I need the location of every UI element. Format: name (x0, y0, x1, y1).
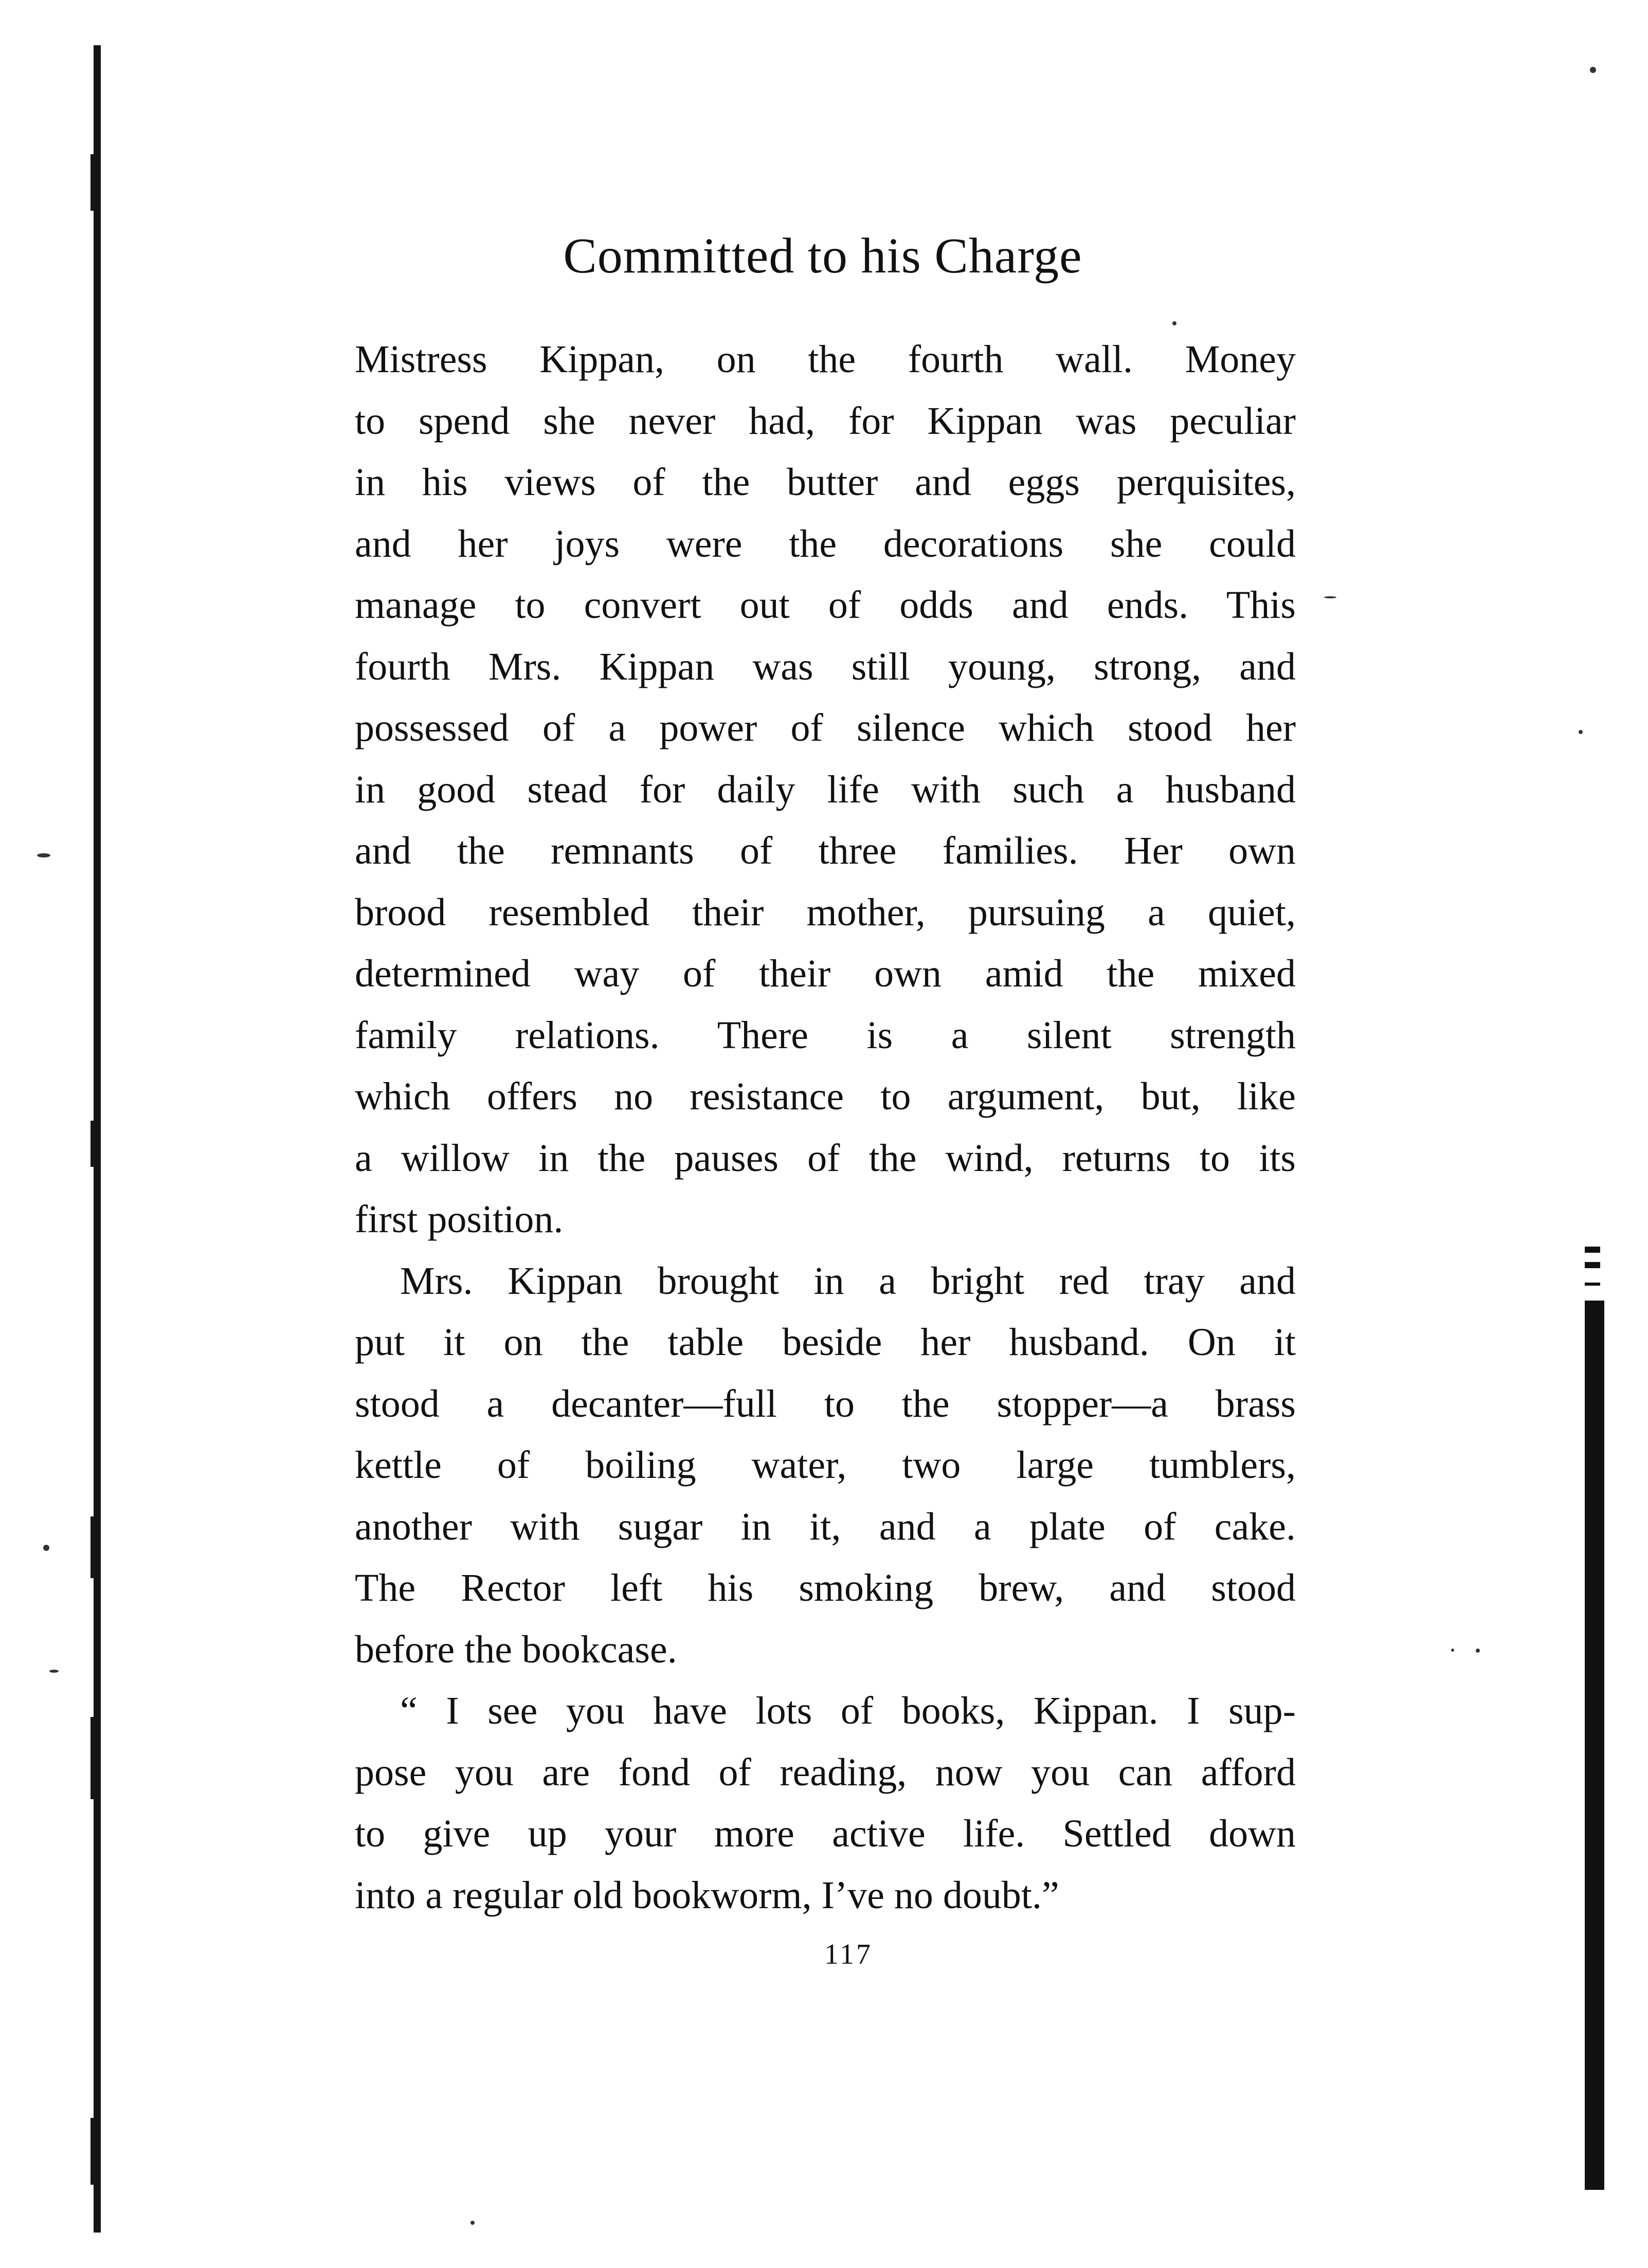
text-line: The Rector left his smoking brew, and stood (355, 1566, 1296, 1609)
text-line: family relations. There is a silent strength (355, 1013, 1296, 1057)
edge-mark (1585, 1247, 1600, 1253)
text-line: possessed of a power of silence which stood her (355, 706, 1296, 749)
text-line: and her joys were the decorations she could (355, 522, 1296, 565)
paragraph (355, 1680, 1296, 1926)
text-line: put it on the table beside her husband. On it (355, 1321, 1296, 1364)
speck (1324, 596, 1336, 598)
text-line: determined way of their own amid the mixed (355, 952, 1296, 995)
text-line: Mistress Kippan, on the fourth wall. Money (355, 338, 1296, 381)
text-line: brood resembled their mother, pursuing a quiet, (355, 890, 1296, 934)
text-line: stood a decanter—full to the stopper—a brass (355, 1382, 1296, 1425)
text-line: and the remnants of three families. Her own (355, 829, 1296, 872)
page-number: 117 (824, 1938, 873, 1970)
text-line: which offers no resistance to argument, but, like (355, 1075, 1296, 1118)
speck (37, 853, 50, 857)
speck (1451, 1649, 1454, 1652)
text-line: into a regular old bookworm, I’ve no doubt.” (355, 1873, 1059, 1917)
text-line: a willow in the pauses of the wind, returns to its (355, 1136, 1296, 1180)
speck (43, 1545, 49, 1551)
edge-mark (1585, 1283, 1600, 1286)
speck (1476, 1649, 1480, 1653)
text-line: pose you are fond of reading, now you can afford (355, 1750, 1296, 1794)
speck (1579, 730, 1583, 734)
text-line: first position. (355, 1198, 564, 1241)
edge-mark (1585, 1262, 1600, 1268)
speck (1172, 321, 1176, 325)
text-line: another with sugar in it, and a plate of cake. (355, 1505, 1296, 1548)
binding-tick (90, 1717, 97, 1799)
text-line: manage to convert out of odds and ends. This (355, 583, 1296, 627)
binding-tick (90, 2118, 97, 2185)
text-line: “ I see you have lots of books, Kippan. I sup- (400, 1689, 1296, 1732)
speck (49, 1670, 59, 1673)
text-line: before the bookcase. (355, 1627, 677, 1671)
text-line: Mrs. Kippan brought in a bright red tray and (400, 1259, 1296, 1303)
running-head: Committed to his Charge (563, 228, 1082, 284)
text-line: to spend she never had, for Kippan was peculiar (355, 399, 1296, 443)
text-line: in his views of the butter and eggs perquisites, (355, 461, 1296, 504)
text-line: in good stead for daily life with such a husband (355, 767, 1296, 811)
text-line: kettle of boiling water, two large tumblers, (355, 1443, 1296, 1487)
edge-strip-right (1585, 1301, 1604, 2190)
body-text (355, 329, 1296, 1926)
binding-tick (90, 1121, 97, 1167)
speck (470, 2221, 475, 2225)
binding-tick (90, 1516, 97, 1578)
paragraph (355, 1251, 1296, 1681)
binding-tick (90, 154, 97, 211)
text-line: fourth Mrs. Kippan was still young, strong, and (355, 645, 1296, 688)
speck (1590, 67, 1596, 73)
text-line: to give up your more active life. Settled down (355, 1812, 1296, 1855)
paragraph (355, 329, 1296, 1251)
